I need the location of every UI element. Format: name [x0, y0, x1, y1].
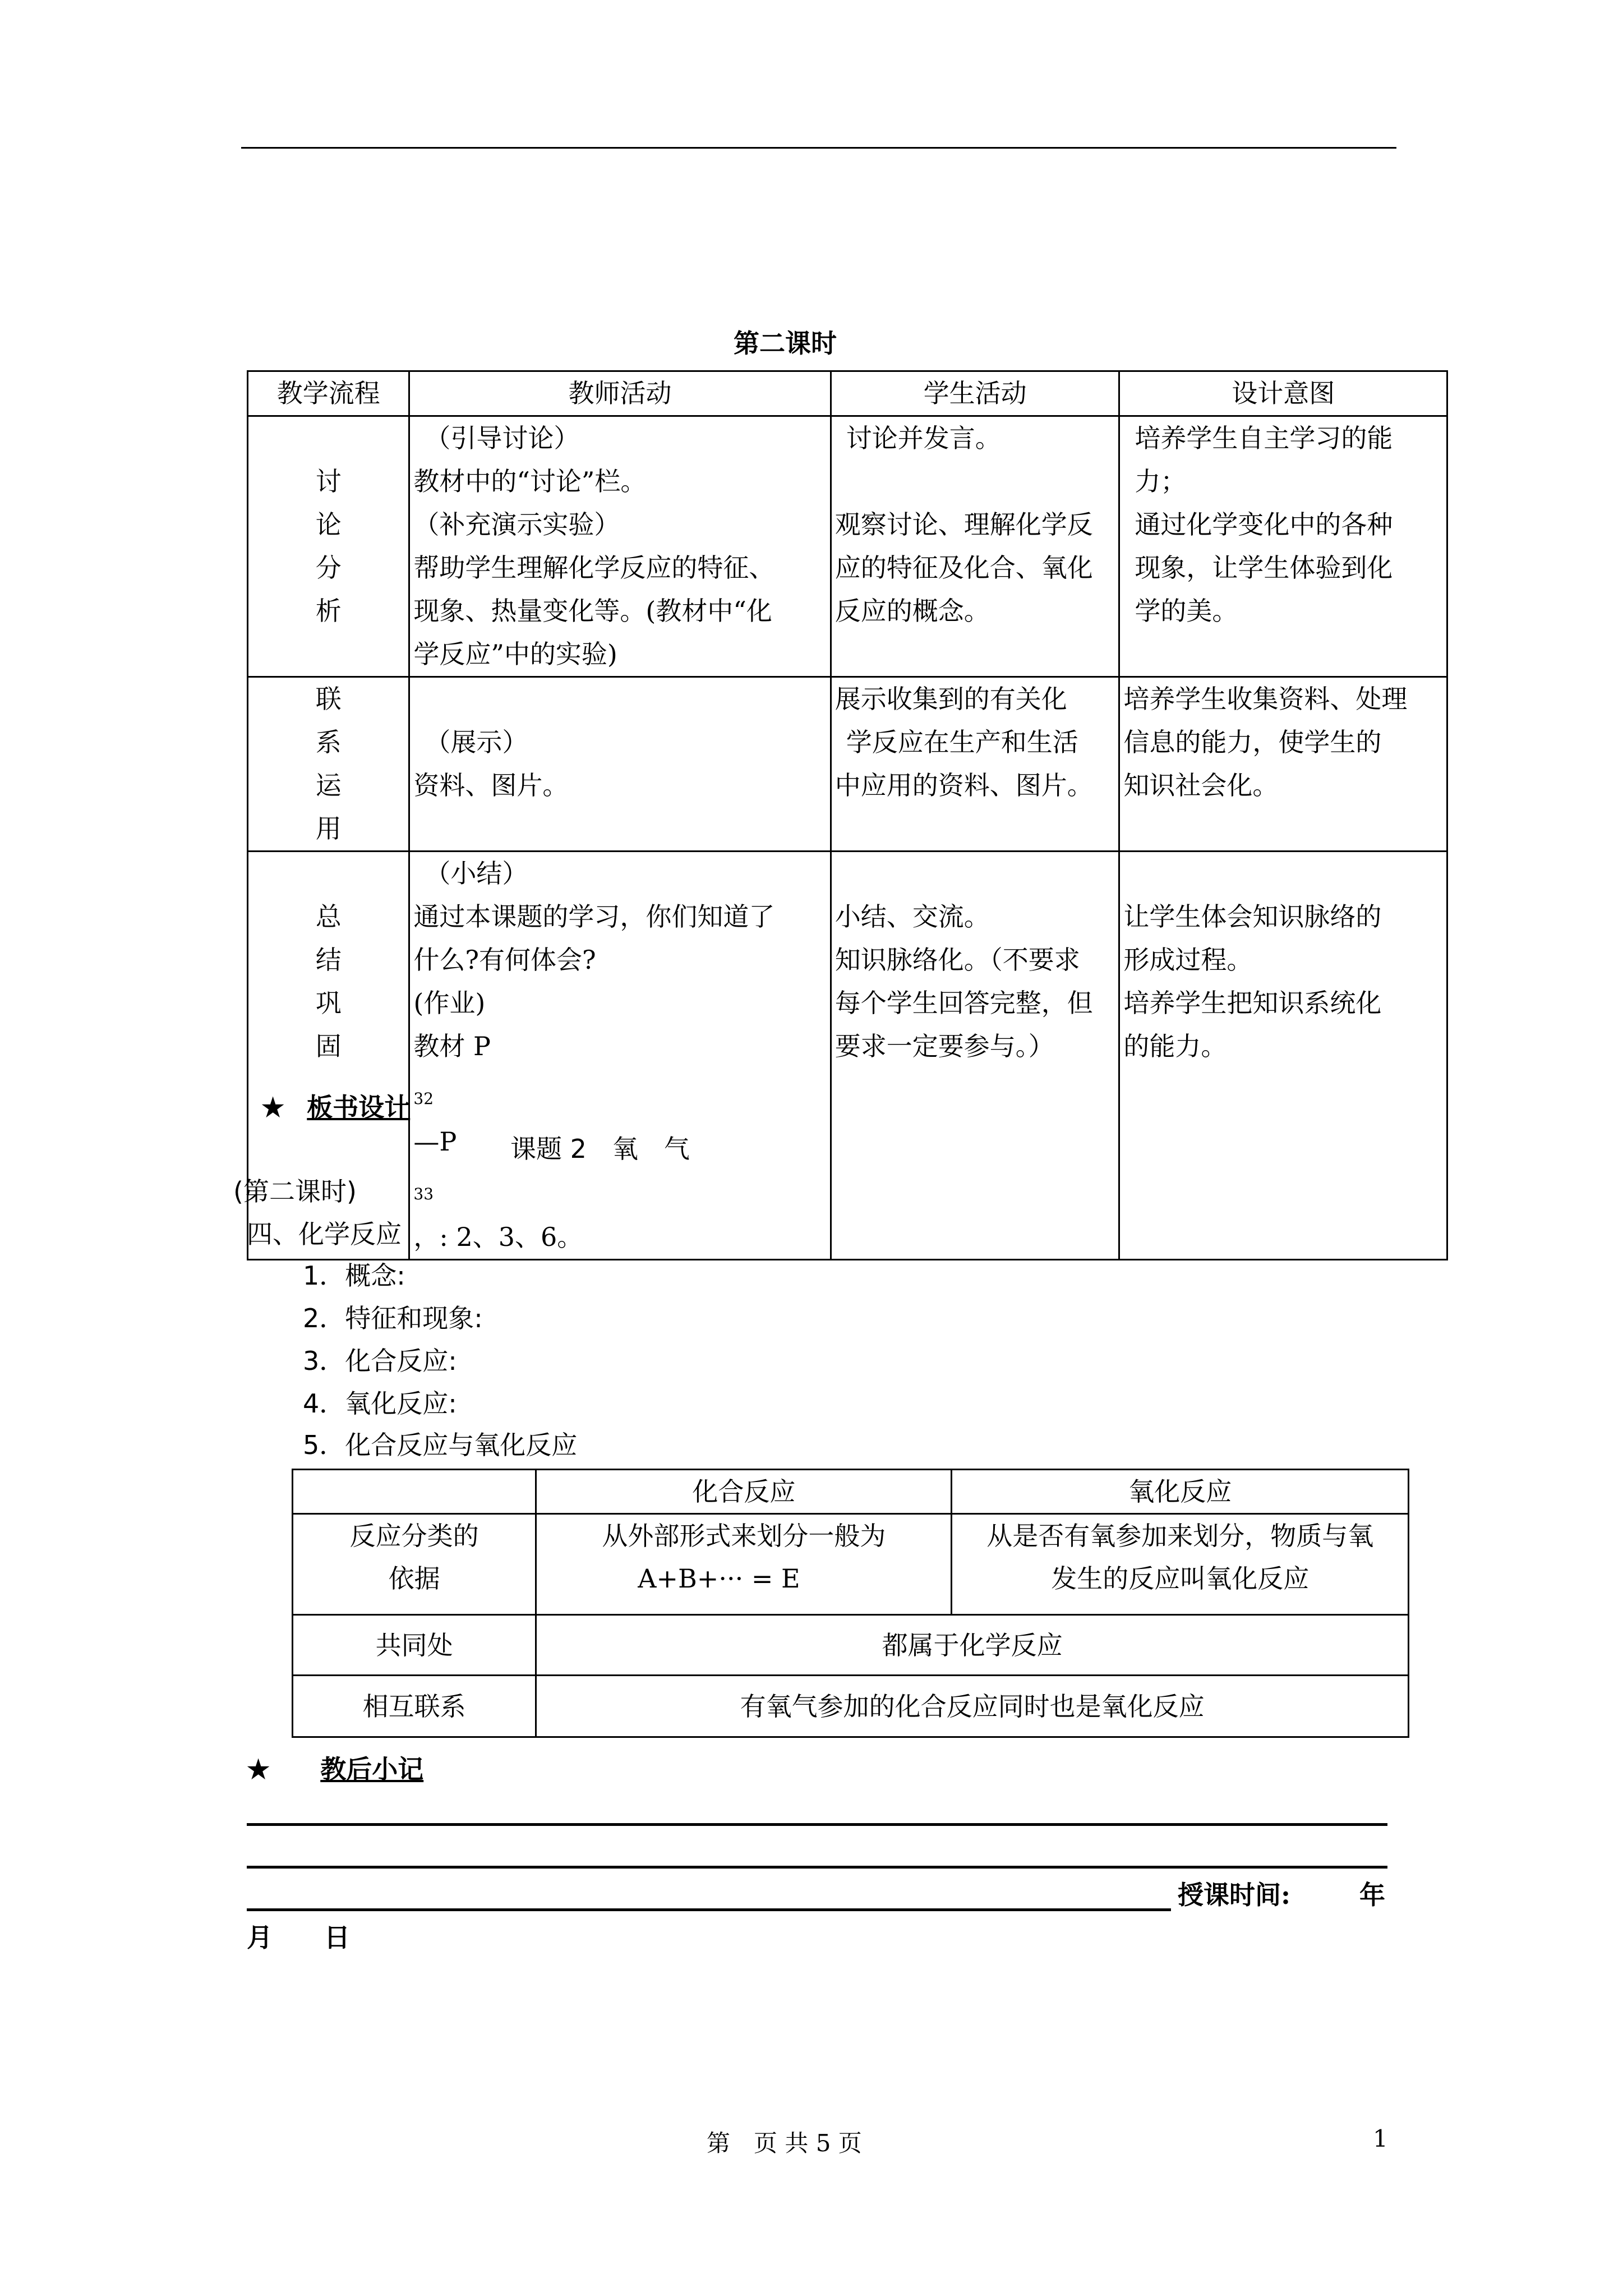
text-line: 学反应在生产和生活 [846, 727, 1078, 757]
compare-cell: 有氧气参加的化合反应同时也是氧化反应 [536, 1676, 1409, 1737]
header-cell: 教学流程 [248, 371, 409, 416]
text-line: 力； [1135, 466, 1187, 496]
board-design-title: 板书设计 [307, 1092, 411, 1122]
row-label: 共同处 [293, 1615, 536, 1676]
teacher-cell [409, 677, 831, 852]
text-line: 让学生体会知识脉络的 [1123, 901, 1382, 932]
stage-char: 联 [315, 684, 342, 714]
text-line: 学反应”中的实验) [413, 639, 617, 669]
intent-cell [1119, 677, 1447, 852]
month-day-label: 月 日 [247, 1922, 350, 1953]
text-line: （小结） [425, 858, 528, 889]
table-row [248, 852, 1447, 1260]
notes-line [247, 1866, 1387, 1869]
stage-cell [248, 677, 409, 852]
star-icon: ★ [261, 1092, 285, 1122]
stage-char: 运 [315, 770, 342, 800]
board-item: 1．概念: [303, 1260, 405, 1291]
page-count: 第 页 共 5 页 [707, 2129, 862, 2157]
compare-header-row [293, 1470, 1409, 1514]
board-session: (第二课时) [233, 1176, 357, 1207]
text-line: 形成过程。 [1123, 945, 1253, 975]
formula: A+B+··· = E [638, 1563, 800, 1594]
table-row [293, 1615, 1409, 1676]
lesson-table-header-row [248, 371, 1447, 416]
notes-title: 教后小记 [320, 1754, 424, 1784]
text-line: 要求一定要参与。） [834, 1031, 1054, 1061]
homework-line: 教材 P $_{32}$ —P $_{33}$ ，: 2、3、6。 [413, 1031, 583, 1253]
header-cell: 教师活动 [409, 371, 831, 416]
text-line: 培养学生收集资料、处理 [1123, 684, 1408, 714]
star-icon: ★ [247, 1754, 270, 1784]
header-cell: 设计意图 [1119, 371, 1447, 416]
stage-char: 结 [315, 945, 342, 975]
text-line [413, 678, 826, 721]
header-cell: 化合反应 [536, 1470, 952, 1514]
text-line: 信息的能力，使学生的 [1123, 727, 1382, 757]
text-line: 反应的概念。 [834, 596, 990, 626]
intent-cell [1119, 852, 1447, 1260]
page-number: 1 [1373, 2125, 1388, 2152]
board-item: 2．特征和现象: [303, 1303, 483, 1333]
text-line: 什么?有何体会? [413, 945, 596, 975]
text-line: （展示） [425, 727, 528, 757]
compare-cell: 从是否有氧参加来划分，物质与氧 发生的反应叫氧化反应 [952, 1514, 1409, 1615]
table-row [293, 1676, 1409, 1737]
board-topic: 课题 2 氧 气 [510, 1134, 690, 1164]
stage-char: 用 [315, 813, 342, 844]
student-cell [831, 416, 1119, 677]
board-item: 3．化合反应: [303, 1346, 457, 1376]
text-line: 通过本课题的学习，你们知道了 [413, 901, 775, 932]
stage-char: 析 [315, 596, 342, 626]
text-line: 教材中的“讨论”栏。 [413, 466, 647, 496]
stage-char: 固 [315, 1031, 342, 1061]
time-label: 授课时间: [1178, 1880, 1290, 1910]
row-label: 相互联系 [293, 1676, 536, 1737]
text-line: 知识社会化。 [1123, 770, 1279, 800]
notes-heading [247, 1749, 423, 1786]
text-line: 通过化学变化中的各种 [1135, 509, 1393, 540]
table-row [293, 1514, 1409, 1615]
text-line: 培养学生自主学习的能 [1135, 423, 1393, 453]
compare-cell: 都属于化学反应 [536, 1615, 1409, 1676]
header-rule [241, 147, 1396, 149]
stage-char: 系 [315, 727, 342, 757]
board-item: 4．氧化反应: [303, 1388, 457, 1419]
text-line: 小结、交流。 [834, 901, 990, 932]
text-line: 的能力。 [1123, 1031, 1227, 1061]
text-line: 现象、热量变化等。(教材中“化 [413, 596, 772, 626]
stage-cell [248, 416, 409, 677]
notes-line [247, 1908, 1171, 1911]
teacher-cell [409, 416, 831, 677]
text-line: 现象，让学生体验到化 [1135, 553, 1393, 583]
text-line: 应的特征及化合、氧化 [834, 553, 1093, 583]
board-item: 5．化合反应与氧化反应 [303, 1430, 578, 1460]
page-title: 第二课时 [734, 328, 837, 358]
text-line: （补充演示实验） [413, 509, 620, 540]
stage-char: 分 [315, 553, 342, 583]
table-row [248, 416, 1447, 677]
text-line: 知识脉络化。（不要求 [834, 945, 1080, 975]
stage-char: 讨 [315, 466, 342, 496]
intent-cell [1119, 416, 1447, 677]
student-cell [831, 852, 1119, 1260]
text-line [835, 852, 1115, 895]
text-line: 展示收集到的有关化 [834, 684, 1067, 714]
stage-char: 论 [315, 509, 342, 540]
header-cell: 氧化反应 [952, 1470, 1409, 1514]
header-cell: 学生活动 [831, 371, 1119, 416]
text-line: 帮助学生理解化学反应的特征、 [413, 553, 775, 583]
table-row [248, 677, 1447, 852]
student-cell [831, 677, 1119, 852]
text-line: 讨论并发言。 [846, 423, 1001, 453]
empty-cell [293, 1470, 536, 1514]
text-line: （引导讨论） [425, 423, 580, 453]
text-line: 培养学生把知识系统化 [1123, 988, 1382, 1018]
text-line: 学的美。 [1135, 596, 1238, 626]
text-line [1123, 852, 1443, 895]
notes-line [247, 1823, 1387, 1826]
text-line: 中应用的资料、图片。 [834, 770, 1093, 800]
lesson-table [247, 370, 1448, 1260]
compare-table [292, 1469, 1409, 1738]
board-design-heading [261, 1087, 410, 1124]
stage-char: 总 [315, 901, 342, 932]
text-line [835, 460, 1115, 503]
text-line: 资料、图片。 [413, 770, 569, 800]
year-label: 年 [1359, 1880, 1385, 1910]
text-line: 观察讨论、理解化学反 [834, 509, 1093, 540]
text-line: 每个学生回答完整，但 [834, 988, 1093, 1018]
compare-cell: 从外部形式来划分一般为 A+B+··· = E [536, 1514, 952, 1615]
stage-char: 巩 [315, 988, 342, 1018]
row-label: 反应分类的 依据 [293, 1514, 536, 1615]
teacher-cell [409, 852, 831, 1260]
board-section: 四、化学反应 [247, 1219, 402, 1249]
text-line: (作业) [413, 988, 486, 1018]
